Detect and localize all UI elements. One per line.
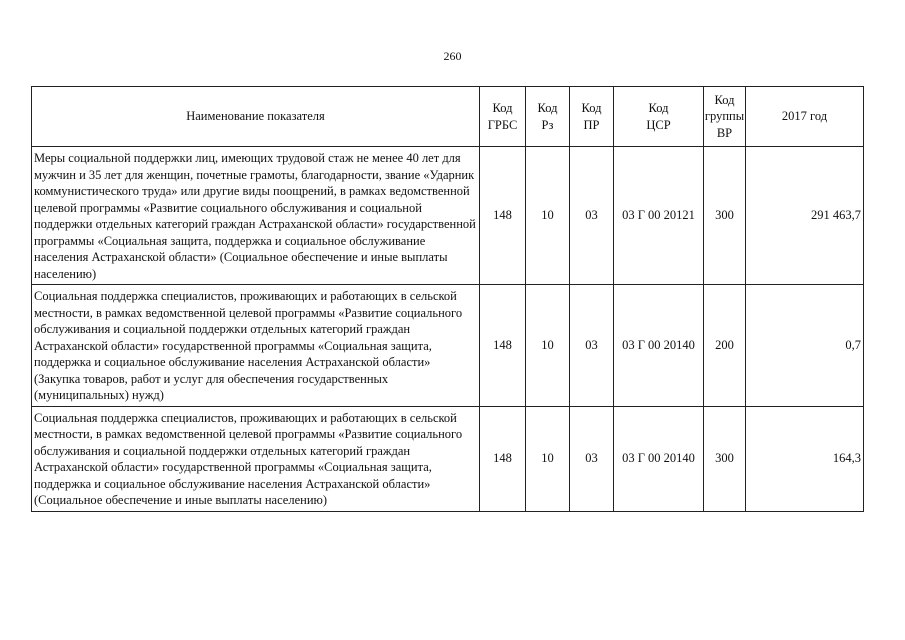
row-pr-cell: 03 (570, 406, 614, 511)
row-csr-cell: 03 Г 00 20140 (614, 285, 704, 407)
row-csr-cell: 03 Г 00 20121 (614, 147, 704, 285)
header-vr-line3: ВР (716, 125, 733, 140)
header-csr-line2: ЦСР (646, 117, 671, 132)
row-rz-cell: 10 (526, 406, 570, 511)
row-rz-cell: 10 (526, 285, 570, 407)
row-name-cell: Меры социальной поддержки лиц, имеющих трудовой стаж не менее 40 лет для мужчин и 35 лет для женщин, почетные грамоты, благодарности, звание «Ударник коммунистического труда» или другие виды поощрений, в рамках ведомственной целевой программы «Развитие социального обслуживания и социальной поддержки отдельных категорий граждан Астраханской области» государственной программы «Социальная защита, поддержка и социальное обслуживание населения Астраханской области» (Социальное обеспечение и иные выплаты населению) (32, 147, 480, 285)
table-row (32, 285, 864, 407)
header-grbs-line2: ГРБС (487, 117, 518, 132)
row-csr-cell: 03 Г 00 20140 (614, 406, 704, 511)
header-vr (704, 87, 746, 147)
header-name-label: Наименование показателя (186, 109, 325, 124)
row-vr-cell: 200 (704, 285, 746, 407)
row-pr-cell: 03 (570, 285, 614, 407)
row-grbs-cell: 148 (480, 285, 526, 407)
row-amount-cell: 291 463,7 (746, 147, 864, 285)
budget-table (31, 86, 864, 512)
header-vr-line2: группы (704, 109, 745, 124)
header-grbs-line1: Код (492, 101, 513, 115)
row-name-cell: Социальная поддержка специалистов, проживающих и работающих в сельской местности, в рамках ведомственной целевой программы «Развитие социального обслуживания и социальной поддержки отдельных категорий граждан Астраханской области» государственной программы «Социальная защита, поддержка и социальное обслуживание населения Астраханской области» (Закупка товаров, работ и услуг для обеспечения государственных (муниципальных) нужд) (32, 285, 480, 407)
header-csr-line1: Код (648, 101, 669, 115)
header-pr-line1: Код (581, 101, 602, 115)
header-pr-line2: ПР (583, 117, 600, 132)
header-rz-line2: Рз (541, 117, 554, 132)
row-amount-cell: 164,3 (746, 406, 864, 511)
header-rz (526, 87, 570, 147)
row-vr-cell: 300 (704, 147, 746, 285)
row-rz-cell: 10 (526, 147, 570, 285)
header-grbs (480, 87, 526, 147)
row-grbs-cell: 148 (480, 406, 526, 511)
table-header-row (32, 87, 864, 147)
header-year-label: 2017 год (781, 109, 828, 124)
header-year (746, 87, 864, 147)
row-pr-cell: 03 (570, 147, 614, 285)
row-vr-cell: 300 (704, 406, 746, 511)
row-amount-cell: 0,7 (746, 285, 864, 407)
table-row (32, 147, 864, 285)
header-rz-line1: Код (537, 101, 558, 115)
row-name-cell: Социальная поддержка специалистов, проживающих и работающих в сельской местности, в рамках ведомственной целевой программы «Развитие социального обслуживания и социальной поддержки отдельных категорий граждан Астраханской области» государственной программы «Социальная защита, поддержка и социальное обслуживание населения Астраханской области» (Социальное обеспечение и иные выплаты населению) (32, 406, 480, 511)
header-pr (570, 87, 614, 147)
page-number: 260 (443, 49, 462, 63)
header-csr (614, 87, 704, 147)
row-grbs-cell: 148 (480, 147, 526, 285)
header-name (32, 87, 480, 147)
table-row (32, 406, 864, 511)
header-vr-line1: Код (714, 92, 735, 107)
